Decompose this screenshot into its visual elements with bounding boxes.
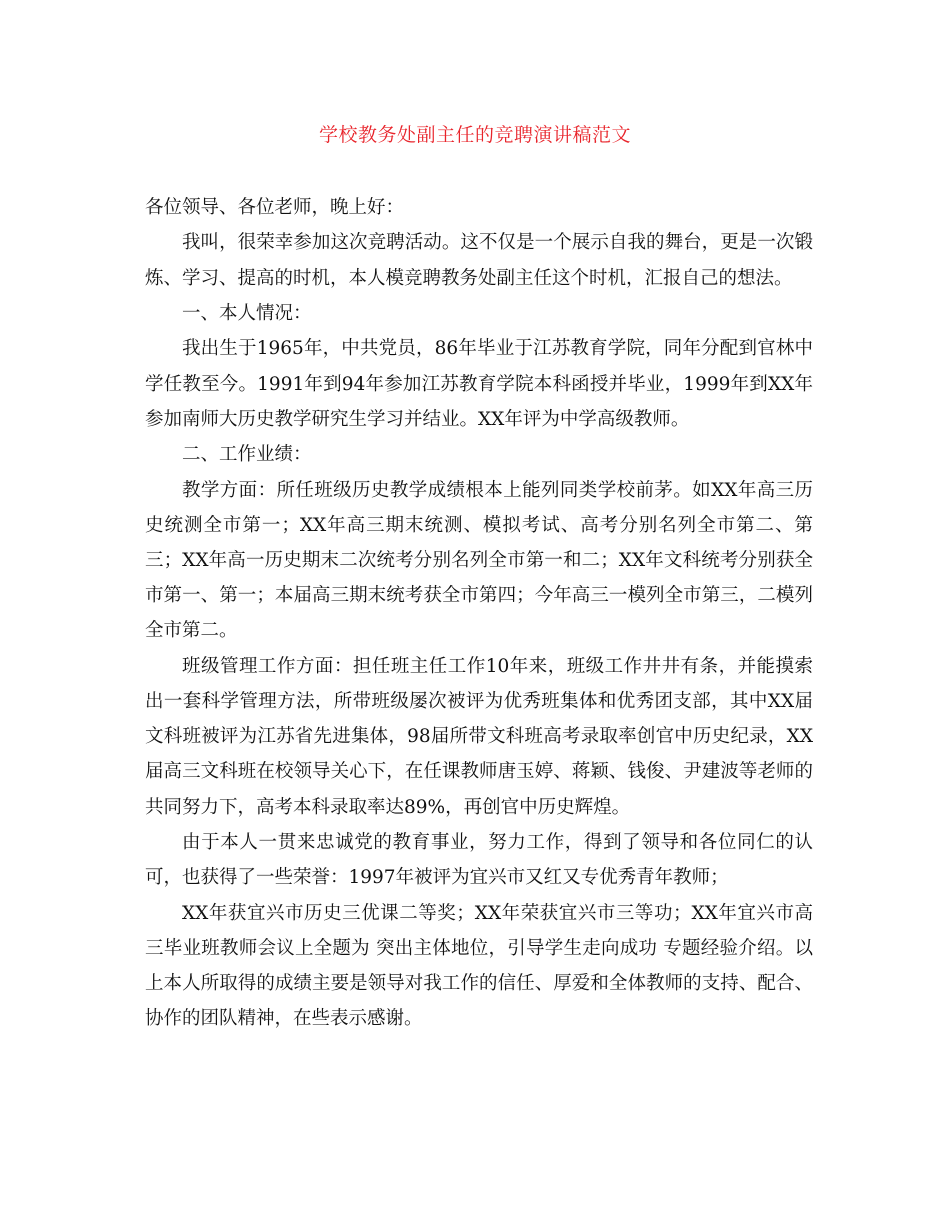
section-heading-achievements: 二、工作业绩：: [182, 444, 312, 466]
personal-info-paragraph: 我出生于1965年，中共党员，86年毕业于江苏教育学院，同年分配到官林中学任教至今。1991年到94年参加江苏教育学院本科函授并毕业，1999年到XX年参加南师大历史教学研究生学习并结业。XX年评为中学高级教师。: [145, 338, 813, 430]
document-title: 学校教务处副主任的竞聘演讲稿范文: [318, 124, 631, 146]
section-heading-personal: 一、本人情况：: [182, 302, 312, 324]
greeting-paragraph: 各位领导、各位老师，晚上好：: [145, 197, 405, 218]
document-body: [145, 190, 813, 1037]
honors-paragraph: 由于本人一贯来忠诚党的教育事业，努力工作，得到了领导和各位同仁的认可，也获得了一些荣誉：1997年被评为宜兴市又红又专优秀青年教师；: [145, 831, 813, 889]
intro-paragraph: 我叫，很荣幸参加这次竞聘活动。这不仅是一个展示自我的舞台，更是一次锻炼、学习、提高的时机，本人模竞聘教务处副主任这个时机，汇报自己的想法。: [145, 232, 813, 289]
awards-paragraph: XX年获宜兴市历史三优课二等奖；XX年荣获宜兴市三等功；XX年宜兴市高三毕业班教师会议上全题为 突出主体地位，引导学生走向成功 专题经验介绍。以上本人所取得的成绩主要是领导对我工作的信任、厚爱和全体教师的支持、配合、协作的团队精神，在些表示感谢。: [145, 902, 813, 1030]
class-management-paragraph: 班级管理工作方面：担任班主任工作10年来，班级工作井井有条，并能摸索出一套科学管理方法，所带班级屡次被评为优秀班集体和优秀团支部，其中XX届文科班被评为江苏省先进集体，98届所带文科班高考录取率创官中历史纪录，XX届高三文科班在校领导关心下，在任课教师唐玉婷、蒋颖、钱俊、尹建波等老师的共同努力下，高考本科录取率达89%，再创官中历史辉煌。: [145, 655, 813, 818]
teaching-paragraph: 教学方面：所任班级历史教学成绩根本上能列同类学校前茅。如XX年高三历史统测全市第一；XX年高三期末统测、模拟考试、高考分别名列全市第二、第三；XX年高一历史期末二次统考分别名列全市第一和二；XX年文科统考分别获全市第一、第一；本届高三期末统考获全市第四；今年高三一模列全市第三，二模列全市第二。: [145, 479, 813, 642]
